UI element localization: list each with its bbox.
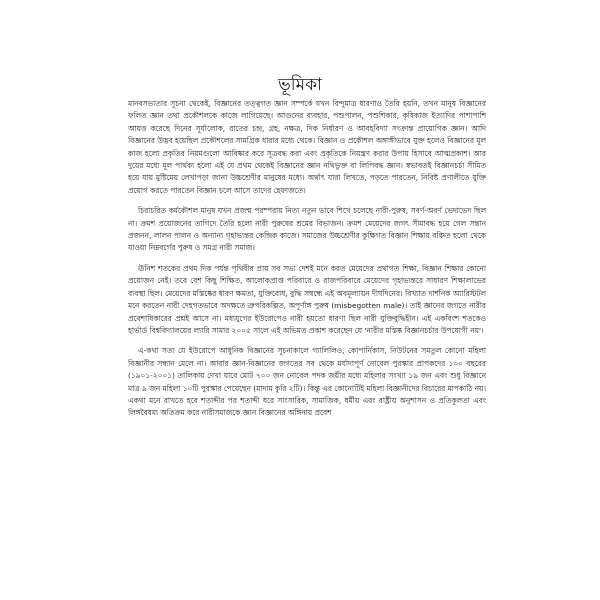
paragraph: মানবসভ্যতার সূচনা থেকেই, বিজ্ঞানের তত্ত্বগত জ্ঞান সম্পর্কে যখন বিন্দুমাত্র ধারণাও তৈরি হয়নি, তখন মানুষ বিজ্ঞানের ফলিত জ্ঞান তথা প্রকৌশলকে কাজে লাগিয়েছে। আগুনের ব্যবহার, পশুপালন, পশুশিকার, কৃষিকাজ ইত্যাদির পাশাপাশি আয়ত্ত করেছে দিনের সূর্যালোক, রাতের চন্দ্র, গ্রহ, নক্ষত্র, দিক নির্ধারণ ও আবহবিদ্যা সংক্রান্ত প্রায়োগিক জ্ঞান। আদি বিজ্ঞানের উদ্ভব হয়েছিল প্রকৌশলের সামগ্রিক ধারার মধ্যে থেকে। বিজ্ঞান ও প্রকৌশল অঙ্গাঙ্গীভাবে যুক্ত হলেও বিজ্ঞানের মূল কাজ হলো প্রকৃতির নিয়মগুলো আবিষ্কার করে সূত্রবদ্ধ করা এবং প্রকৃতিকে নিয়ন্ত্রণ করার উপায় হিসাবে আত্মপ্রকাশ। আর দুয়ের মধ্যে মূল পার্থক্য হলো এই যে প্রথম থেকেই বিজ্ঞানের জ্ঞান নথিভুক্ত বা লিপিবদ্ধ জ্ঞান। স্বভাবতই বিজ্ঞানচর্চা সীমিত হয়ে যায় মুষ্টিমেয় লেখাপড়া জানা উচ্চশ্রেণীর মানুষের মধ্যে। অর্থাৎ যারা লিখতে, পড়তে পারতেন, নিবিষ্ট প্রণালীতে যুক্তি প্রয়োগ করতে পারতেন বিজ্ঞান চলে আসে তাদের হেফাজতে। xyxy=(128,99,486,195)
paragraph: ঊনিশ শতকের প্রথম দিক পর্যন্ত পৃথিবীর প্রায় সব সভ্য দেশই মনে করত মেয়েদের প্রথাগত শিক্ষা, বিজ্ঞান শিক্ষার কোনো প্রয়োজন নেই। তবে বেশ কিছু শিক্ষিত, আলোকপ্রাপ্ত পরিবারে ও রাজপরিবারে মেয়েদের গৃহাভ্যন্তরে সাধারণ শিক্ষালাভের ব্যবস্থা ছিল। মেয়েদের মস্তিষ্কের ধারণ ক্ষমতা, যুক্তিবোধ, বুদ্ধি সম্বন্ধে এই অবমূল্যায়ন দীর্ঘদিনের। বিখ্যাত দার্শনিক অ্যারিস্টটল মনে করতেন নারী দেহগতভাবে অদক্ষতে ত্রুপরিকল্পিত, অপূর্ণাঙ্গ পুরুষ (misbegotten male)। তাই জ্ঞানের জগতে নারীর প্রবেশাধিকারের প্রশ্নই আসে না। মধ্যযুগের ইউরোপেও নারী হয়তো ধারণা ছিল নারী যুক্তিবুদ্ধিহীন। এই একবিংশ শতকেও হার্ভার্ড বিশ্ববিদ্যালয়ের ল্যারি সামার ২০০৫ সালে এই অভিমত প্রকাশ করেছেন যে 'নারীর মস্তিষ্ক বিজ্ঞানচর্চার উপযোগী নয়'। xyxy=(128,263,486,335)
paragraph: এ-কথা সত্য যে ইউরোপে আধুনিক বিজ্ঞানের সূচনাকালে গ্যালিলিও, কোপার্নিকাস, নিউটনের সমতুল কোনো মহিলা বিজ্ঞানীর সন্ধান মেলে না। আবার জ্ঞান-বিজ্ঞানের জগতের সব থেকে মর্যাদাপূর্ণ নোবেল পুরস্কার প্রাপকদের ১০০ বছরের (১৯০১-২০০১) তালিকায় দেখা যাবে মোট ৭০০ জন নোবেল পদক জয়ীর মধ্যে মহিলার সংখ্যা ১৯ জন এবং শুধু বিজ্ঞানে মাত্র ৯ জন মহিলা ১০টি পুরস্কার পেয়েছেন (মাদাম কুরি ২টি)। কিন্তু এর কোনোটিই মহিলা বিজ্ঞানীদের বিচারের মাপকাঠি নয়। একথা মনে রাখতে হবে শতাব্দীর পর শতাব্দী ধরে সাংসারিক, সামাজিক, ধর্মীয় এবং রাষ্ট্রীয় অনুশাসন ও প্রতিকূলতা এবং লিঙ্গবৈষম্য অতিক্রম করে নারীসমাজকে জ্ঞান বিজ্ঞানের অঙ্গিনায় প্রবেশ xyxy=(128,346,486,418)
page-title: ভূমিকা xyxy=(278,75,322,95)
paragraph: চিরাচরিত কর্মকৌশল মানুষ যখন প্রজন্ম পরম্পরায় নিত্য নতুন ভাবে শিখে চলেছে নারী-পুরুষ, সবর্ণ-অবর্ণ ভেদাভেদ ছিল না। ক্রমশ প্রয়োজনের তাগিদে তৈরি হলো নারী পুরুষের শ্রমের বিভাজন। ক্রমশ মেয়েদের জগৎ সীমাবদ্ধ হয়ে গেল সন্তান প্রজনন, লালন পালন ও অন্যান্য গৃহাভ্যন্তর কেন্দ্রিক কাজে। সমাজের উচ্চশ্রেণীর কুক্ষিগত বিজ্ঞান শিক্ষায় বঞ্চিত হলো থেকে যাওয়া নিম্নবর্গের পুরুষ ও সমগ্র নারী সমাজ। xyxy=(128,206,486,253)
body-text xyxy=(128,98,486,428)
